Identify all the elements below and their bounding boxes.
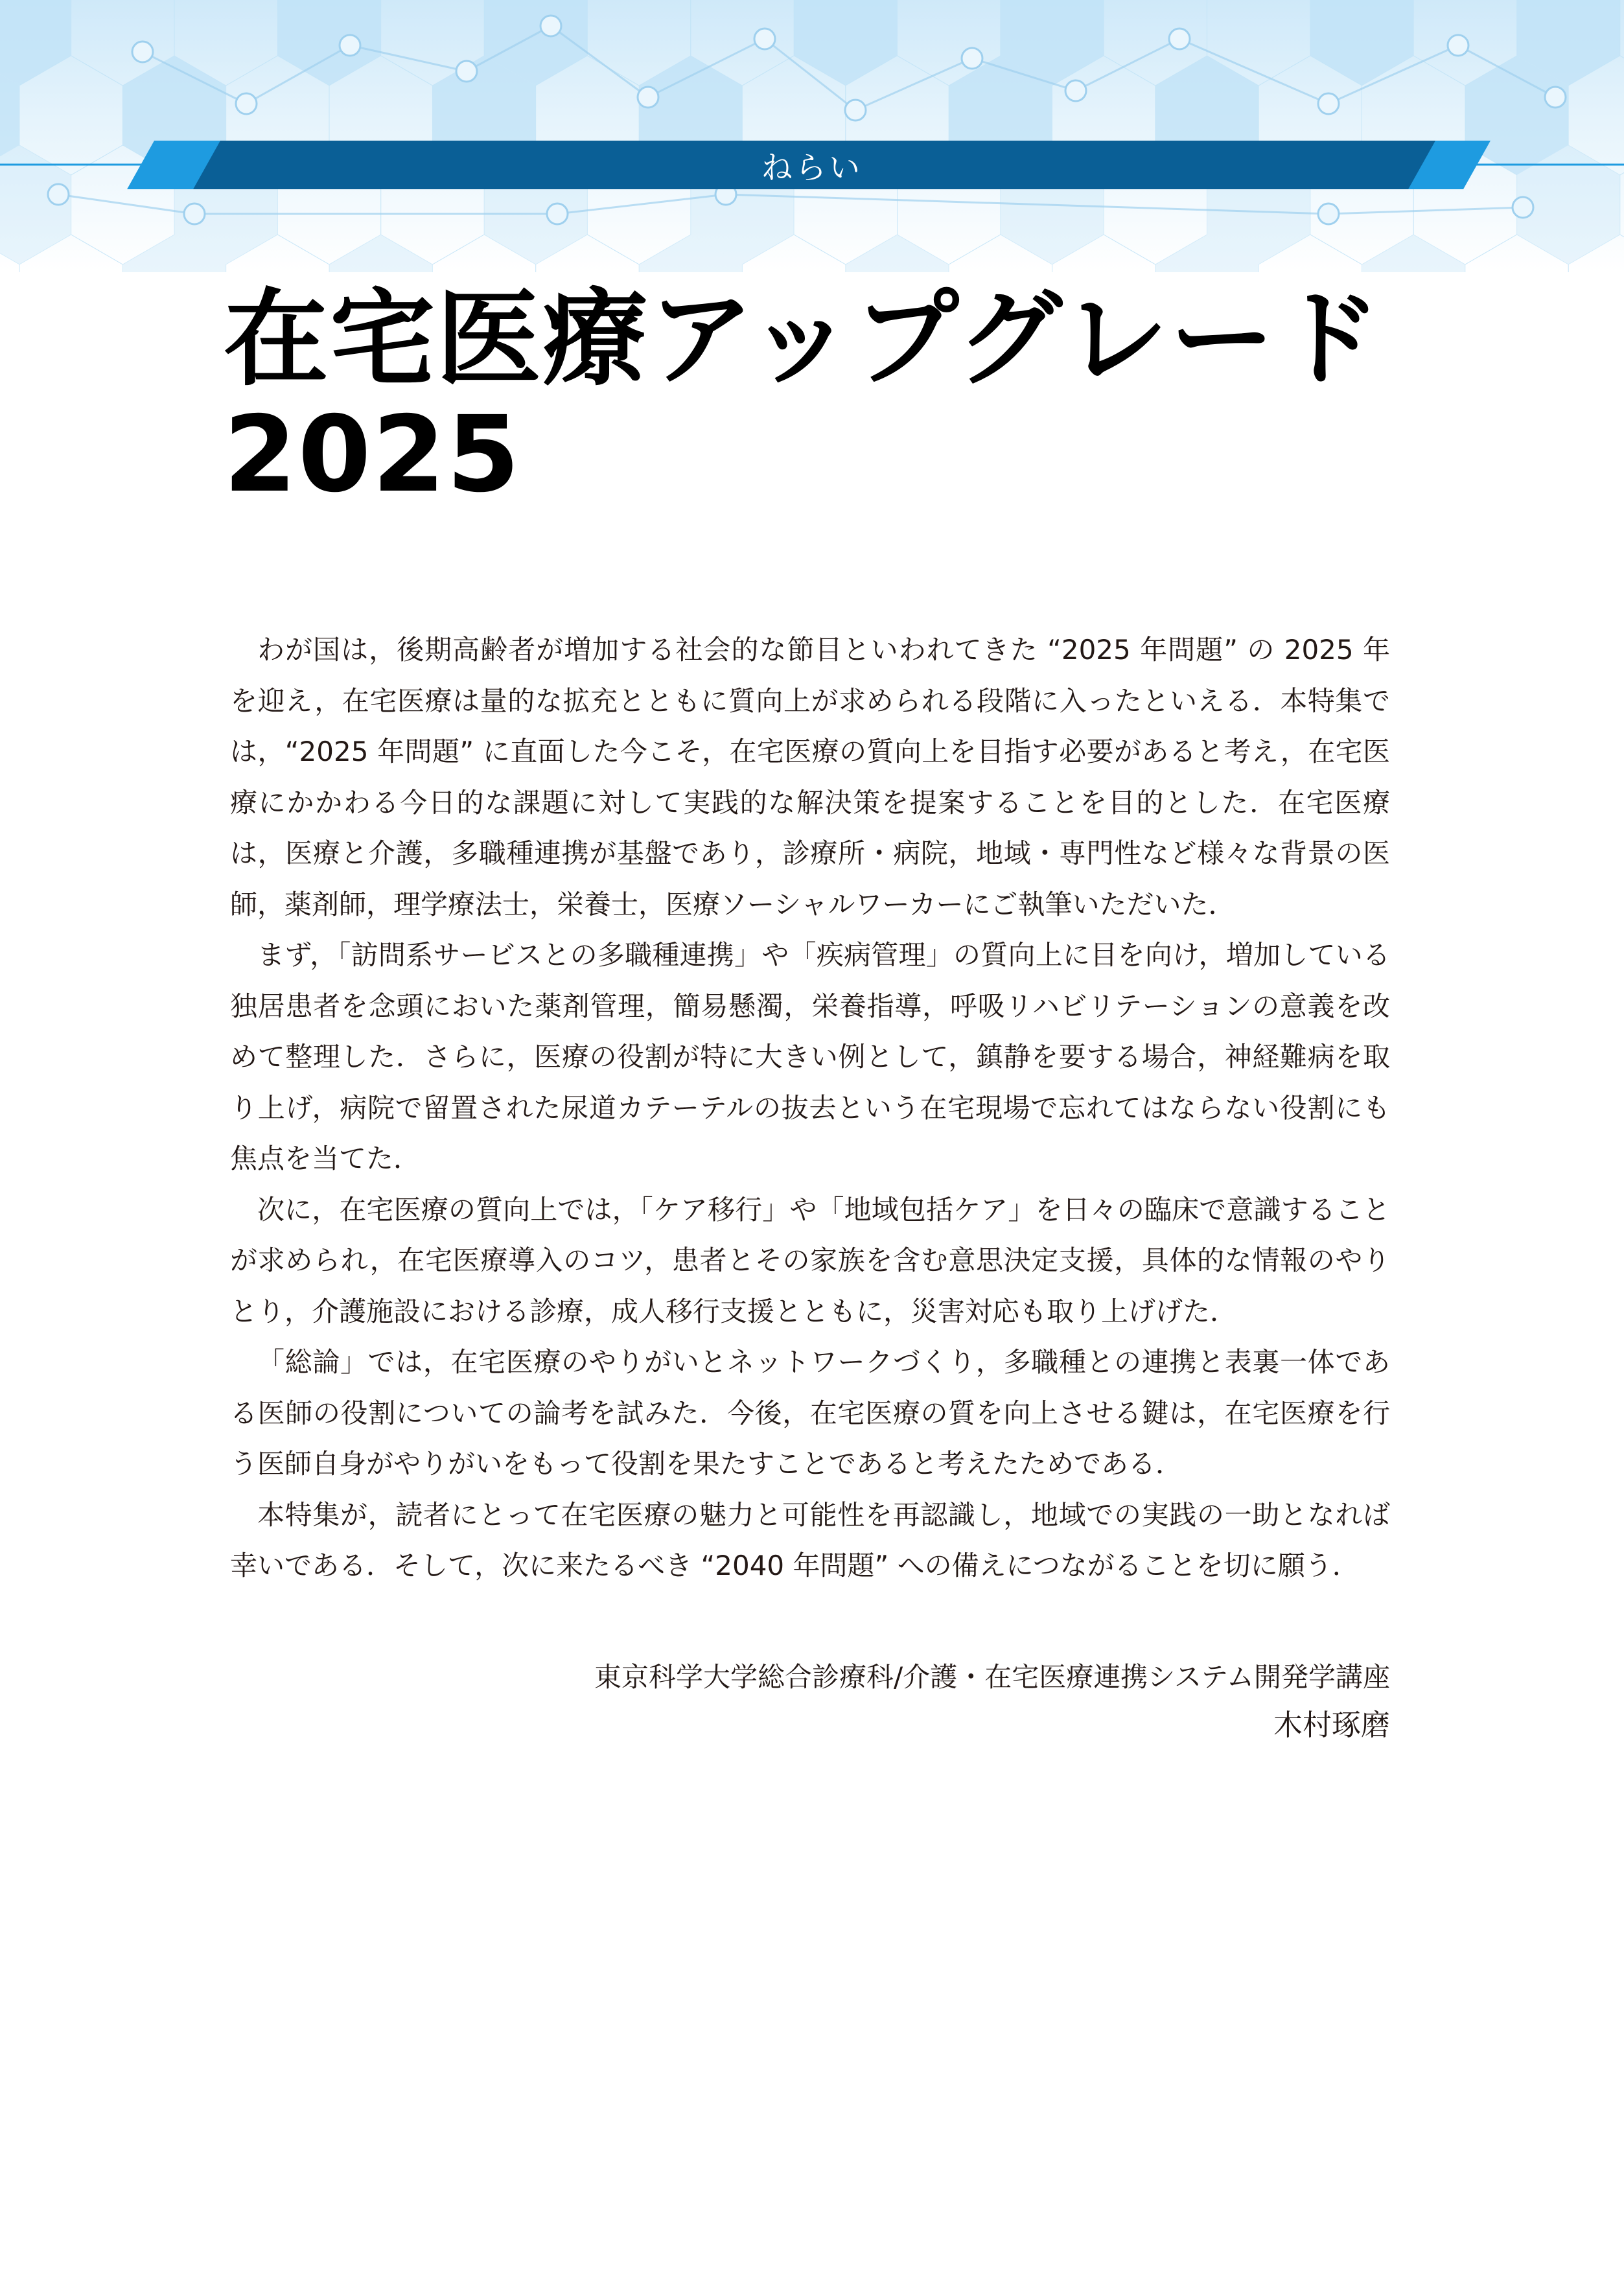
molecule-node <box>1318 204 1339 224</box>
molecule-node <box>962 48 982 69</box>
paragraph-3: 次に，在宅医療の質向上では，「ケア移行」や「地域包括ケア」を日々の臨床で意識することが求められ，在宅医療導入のコツ，患者とその家族を含む意思決定支援，具体的な情報のやりとり，介護施設における診療，成人移行支援とともに，災害対応も取り上げげた． <box>230 1193 1390 1327</box>
molecule-node <box>184 204 205 224</box>
page-title <box>224 279 1455 516</box>
molecule-node <box>340 35 360 56</box>
hexagon-shape <box>1620 0 1624 86</box>
hexagon-molecule-pattern <box>0 0 1624 272</box>
header-background <box>0 0 1624 272</box>
molecule-node <box>1448 35 1468 56</box>
molecule-node <box>1065 80 1086 101</box>
molecule-node <box>1169 29 1190 49</box>
hexagon-shape <box>0 0 71 86</box>
author-name: 木村琢磨 <box>1273 1708 1390 1742</box>
paragraph-1: わが国は，後期高齢者が増加する社会的な節目といわれてきた “2025 年問題” の 2025 年を迎え，在宅医療は量的な拡充とともに質向上が求められる段階に入ったといえる．本特集では，“2025 年問題” に直面した今こそ，在宅医療の質向上を目指す必要があると考え，在宅医療にかかわる今日的な課題に対して実践的な解決策を提案することを目的とした．在宅医療は，医療と介護，多職種連携が基盤であり，診療所・病院，地域・専門性など様々な背景の医師，薬剤師，理学療法士，栄養士，医療ソーシャルワーカーにご執筆いただいた． <box>230 634 1390 920</box>
molecule-node <box>456 61 477 82</box>
molecule-node <box>1318 93 1339 114</box>
molecule-bond-line <box>1328 207 1523 214</box>
author-affiliation: 東京科学大学総合診療科/介護・在宅医療連携システム開発学講座 <box>594 1661 1390 1693</box>
hexagon-shape <box>277 0 380 86</box>
molecule-node <box>132 41 153 62</box>
body-text <box>230 625 1390 1592</box>
molecule-node <box>1545 87 1566 108</box>
molecule-node <box>236 93 257 114</box>
paragraph-4: 「総論」では，在宅医療のやりがいとネットワークづくり，多職種との連携と表裏一体である医師の役割についての論考を試みた．今後，在宅医療の質を向上させる鍵は，在宅医療を行う医師自身がやりがいをもって役割を果たすことであると考えたためである． <box>230 1346 1390 1480</box>
molecule-node <box>754 29 775 49</box>
paragraph-5: 本特集が，読者にとって在宅医療の魅力と可能性を再認識し，地域での実践の一助となれば幸いである．そして，次に来たるべき “2040 年問題” への備えにつながることを切に願う． <box>230 1498 1390 1581</box>
molecule-node <box>547 204 568 224</box>
title-line-1: 在宅医療アップグレード <box>224 279 1382 401</box>
molecule-node <box>540 16 561 36</box>
molecule-node <box>845 100 866 121</box>
molecule-node <box>638 87 658 108</box>
hexagon-shape <box>1362 235 1465 272</box>
paragraph-2: まず，「訪問系サービスとの多職種連携」や「疾病管理」の質向上に目を向け，増加している独居患者を念頭においた薬剤管理，簡易懸濁，栄養指導，呼吸リハビリテーションの意義を改めて整理した．さらに，医療の役割が特に大きい例として，鎮静を要する場合，神経難病を取り上げ，病院で留置された尿道カテーテルの抜去という在宅現場で忘れてはならない役割にも焦点を当てた． <box>230 939 1390 1174</box>
banner-label: ねらい <box>761 149 863 186</box>
hexagon-shape <box>846 235 949 272</box>
hexagon-shape <box>794 0 897 86</box>
title-line-2: 2025 <box>224 394 521 516</box>
molecule-node <box>1513 197 1533 218</box>
hexagon-shape <box>329 235 432 272</box>
